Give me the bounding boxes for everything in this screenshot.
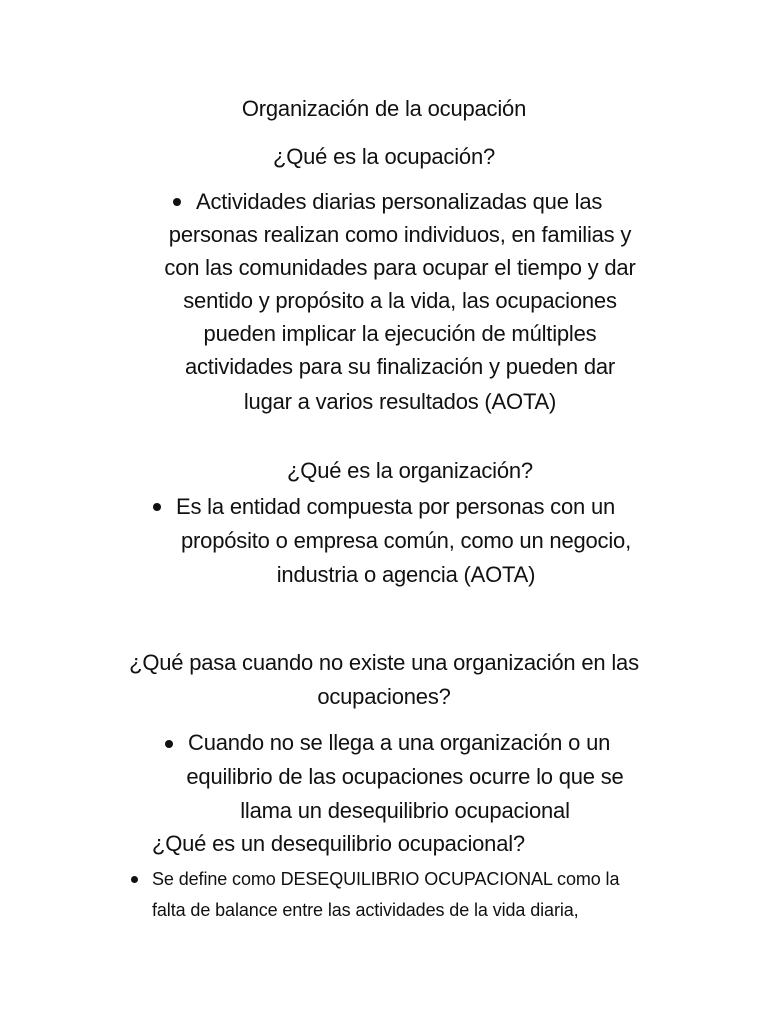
question-occupational-imbalance: ¿Qué es un desequilibrio ocupacional?	[152, 831, 525, 856]
question-occupation: ¿Qué es la ocupación?	[272, 144, 496, 169]
imbalance-definition-line: Se define como DESEQUILIBRIO OCUPACIONAL como la	[152, 869, 620, 889]
organization-definition-line: industria o agencia (AOTA)	[276, 562, 536, 587]
question-no-organization: ocupaciones?	[317, 684, 451, 709]
imbalance-definition-line: falta de balance entre las actividades de la vida diaria,	[152, 900, 579, 920]
occupation-definition-line: con las comunidades para ocupar el tiempo y dar	[164, 255, 636, 280]
occupation-definition-line: pueden implicar la ejecución de múltiples	[203, 321, 597, 346]
occupation-definition-line: Actividades diarias personalizadas que las	[196, 189, 603, 214]
bullet-icon	[153, 503, 161, 511]
bullet-icon	[131, 876, 138, 883]
bullet-icon	[173, 198, 181, 206]
organization-definition-line: propósito o empresa común, como un negocio,	[181, 528, 631, 553]
imbalance-explanation-line: equilibrio de las ocupaciones ocurre lo que se	[186, 764, 624, 789]
imbalance-explanation-line: llama un desequilibrio ocupacional	[240, 798, 570, 823]
bullet-icon	[165, 740, 173, 748]
page-title: Organización de la ocupación	[241, 96, 527, 121]
imbalance-explanation-line: Cuando no se llega a una organización o un	[188, 730, 611, 755]
occupation-definition-line: sentido y propósito a la vida, las ocupaciones	[183, 288, 617, 313]
question-organization: ¿Qué es la organización?	[287, 458, 533, 483]
occupation-definition-line: lugar a varios resultados (AOTA)	[243, 389, 557, 414]
question-no-organization: ¿Qué pasa cuando no existe una organización en las	[129, 650, 639, 675]
occupation-definition-line: actividades para su finalización y pueden dar	[184, 354, 616, 379]
occupation-definition-line: personas realizan como individuos, en familias y	[168, 222, 632, 247]
organization-definition-line: Es la entidad compuesta por personas con un	[176, 494, 616, 519]
